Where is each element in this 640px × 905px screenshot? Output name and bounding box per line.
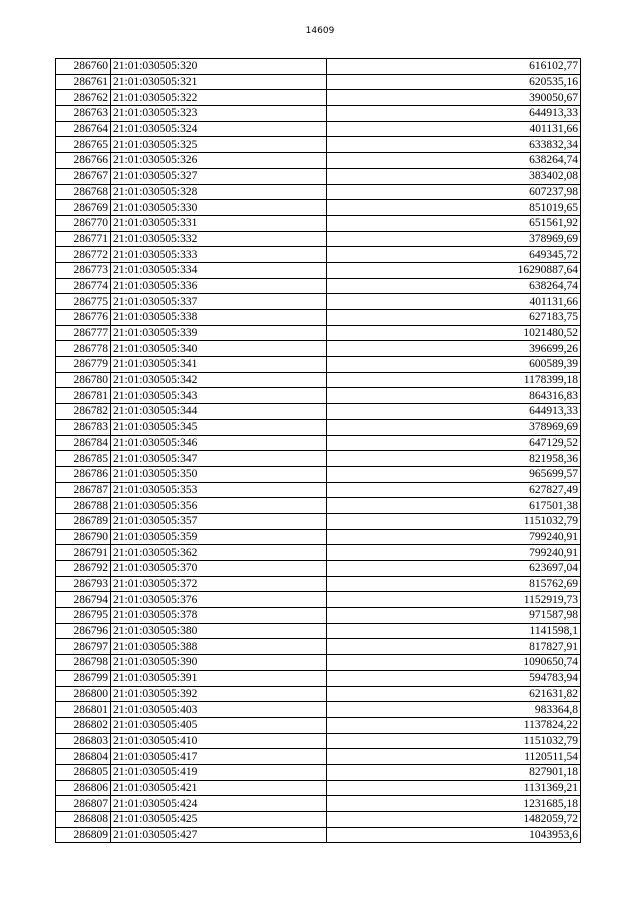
cadastral-number-cell: 21:01:030505:372 xyxy=(111,576,327,592)
cadastral-number-cell: 21:01:030505:425 xyxy=(111,812,327,828)
table-row xyxy=(56,168,581,184)
row-number-cell: 286774 xyxy=(56,278,111,294)
table-row xyxy=(56,325,581,341)
cadastral-number-cell: 21:01:030505:322 xyxy=(111,90,327,106)
cadastral-value-cell: 378969,69 xyxy=(327,419,581,435)
cadastral-value-cell: 1043953,6 xyxy=(327,827,581,843)
row-number-cell: 286802 xyxy=(56,717,111,733)
table-row xyxy=(56,74,581,90)
row-number-cell: 286805 xyxy=(56,764,111,780)
row-number-cell: 286781 xyxy=(56,388,111,404)
table-row xyxy=(56,121,581,137)
row-number-cell: 286771 xyxy=(56,231,111,247)
row-number-cell: 286783 xyxy=(56,419,111,435)
cadastral-value-cell: 627183,75 xyxy=(327,310,581,326)
cadastral-value-cell: 620535,16 xyxy=(327,74,581,90)
row-number-cell: 286793 xyxy=(56,576,111,592)
cadastral-value-cell: 644913,33 xyxy=(327,106,581,122)
cadastral-value-cell: 594783,94 xyxy=(327,670,581,686)
cadastral-value-cell: 401131,66 xyxy=(327,294,581,310)
cadastral-number-cell: 21:01:030505:342 xyxy=(111,372,327,388)
cadastral-value-cell: 971587,98 xyxy=(327,608,581,624)
table-row xyxy=(56,780,581,796)
table-row xyxy=(56,419,581,435)
row-number-cell: 286775 xyxy=(56,294,111,310)
cadastral-value-cell: 378969,69 xyxy=(327,231,581,247)
cadastral-number-cell: 21:01:030505:427 xyxy=(111,827,327,843)
table-body xyxy=(56,59,581,843)
table-row xyxy=(56,200,581,216)
cadastral-value-cell: 621631,82 xyxy=(327,686,581,702)
cadastral-number-cell: 21:01:030505:346 xyxy=(111,435,327,451)
table-row xyxy=(56,796,581,812)
cadastral-number-cell: 21:01:030505:417 xyxy=(111,749,327,765)
row-number-cell: 286786 xyxy=(56,466,111,482)
cadastral-number-cell: 21:01:030505:356 xyxy=(111,498,327,514)
table-row xyxy=(56,137,581,153)
table-row xyxy=(56,655,581,671)
row-number-cell: 286761 xyxy=(56,74,111,90)
cadastral-value-cell: 627827,49 xyxy=(327,482,581,498)
row-number-cell: 286767 xyxy=(56,168,111,184)
row-number-cell: 286772 xyxy=(56,247,111,263)
row-number-cell: 286791 xyxy=(56,545,111,561)
cadastral-value-cell: 1021480,52 xyxy=(327,325,581,341)
cadastral-value-cell: 817827,91 xyxy=(327,639,581,655)
cadastral-number-cell: 21:01:030505:405 xyxy=(111,717,327,733)
table-row xyxy=(56,278,581,294)
cadastral-number-cell: 21:01:030505:340 xyxy=(111,341,327,357)
table-row xyxy=(56,372,581,388)
cadastral-value-cell: 383402,08 xyxy=(327,168,581,184)
table-row xyxy=(56,686,581,702)
row-number-cell: 286787 xyxy=(56,482,111,498)
row-number-cell: 286779 xyxy=(56,357,111,373)
row-number-cell: 286804 xyxy=(56,749,111,765)
cadastral-value-cell: 638264,74 xyxy=(327,153,581,169)
cadastral-value-cell: 617501,38 xyxy=(327,498,581,514)
table-row xyxy=(56,812,581,828)
cadastral-number-cell: 21:01:030505:341 xyxy=(111,357,327,373)
table-row xyxy=(56,215,581,231)
cadastral-number-cell: 21:01:030505:345 xyxy=(111,419,327,435)
table-row xyxy=(56,545,581,561)
cadastral-number-cell: 21:01:030505:357 xyxy=(111,513,327,529)
table-row xyxy=(56,623,581,639)
table-row xyxy=(56,639,581,655)
cadastral-value-cell: 983364,8 xyxy=(327,702,581,718)
row-number-cell: 286765 xyxy=(56,137,111,153)
cadastral-number-cell: 21:01:030505:321 xyxy=(111,74,327,90)
cadastral-value-cell: 401131,66 xyxy=(327,121,581,137)
row-number-cell: 286776 xyxy=(56,310,111,326)
row-number-cell: 286769 xyxy=(56,200,111,216)
table-row xyxy=(56,827,581,843)
row-number-cell: 286760 xyxy=(56,59,111,75)
table-row xyxy=(56,404,581,420)
row-number-cell: 286795 xyxy=(56,608,111,624)
cadastral-number-cell: 21:01:030505:362 xyxy=(111,545,327,561)
cadastral-number-cell: 21:01:030505:332 xyxy=(111,231,327,247)
table-row xyxy=(56,310,581,326)
row-number-cell: 286778 xyxy=(56,341,111,357)
table-row xyxy=(56,498,581,514)
table-row xyxy=(56,592,581,608)
cadastral-value-cell: 633832,34 xyxy=(327,137,581,153)
table-row xyxy=(56,733,581,749)
row-number-cell: 286803 xyxy=(56,733,111,749)
cadastral-value-cell: 1231685,18 xyxy=(327,796,581,812)
table-row xyxy=(56,451,581,467)
cadastral-value-cell: 821958,36 xyxy=(327,451,581,467)
cadastral-number-cell: 21:01:030505:370 xyxy=(111,561,327,577)
table-row xyxy=(56,608,581,624)
cadastral-number-cell: 21:01:030505:328 xyxy=(111,184,327,200)
row-number-cell: 286790 xyxy=(56,529,111,545)
cadastral-value-cell: 600589,39 xyxy=(327,357,581,373)
cadastral-number-cell: 21:01:030505:424 xyxy=(111,796,327,812)
row-number-cell: 286794 xyxy=(56,592,111,608)
cadastral-value-cell: 1141598,1 xyxy=(327,623,581,639)
cadastral-number-cell: 21:01:030505:391 xyxy=(111,670,327,686)
cadastral-number-cell: 21:01:030505:323 xyxy=(111,106,327,122)
row-number-cell: 286806 xyxy=(56,780,111,796)
cadastral-value-cell: 16290887,64 xyxy=(327,262,581,278)
cadastral-number-cell: 21:01:030505:344 xyxy=(111,404,327,420)
cadastral-number-cell: 21:01:030505:333 xyxy=(111,247,327,263)
cadastral-value-cell: 1178399,18 xyxy=(327,372,581,388)
cadastral-value-cell: 1131369,21 xyxy=(327,780,581,796)
row-number-cell: 286763 xyxy=(56,106,111,122)
cadastral-number-cell: 21:01:030505:331 xyxy=(111,215,327,231)
cadastral-number-cell: 21:01:030505:326 xyxy=(111,153,327,169)
row-number-cell: 286801 xyxy=(56,702,111,718)
row-number-cell: 286808 xyxy=(56,812,111,828)
cadastral-value-cell: 1482059,72 xyxy=(327,812,581,828)
row-number-cell: 286762 xyxy=(56,90,111,106)
cadastral-number-cell: 21:01:030505:421 xyxy=(111,780,327,796)
cadastral-value-cell: 815762,69 xyxy=(327,576,581,592)
table-row xyxy=(56,59,581,75)
cadastral-number-cell: 21:01:030505:392 xyxy=(111,686,327,702)
table-row xyxy=(56,513,581,529)
cadastral-value-cell: 1151032,79 xyxy=(327,733,581,749)
cadastral-number-cell: 21:01:030505:376 xyxy=(111,592,327,608)
table-row xyxy=(56,764,581,780)
table-row xyxy=(56,231,581,247)
table-row xyxy=(56,388,581,404)
cadastral-value-cell: 1090650,74 xyxy=(327,655,581,671)
cadastral-value-cell: 1151032,79 xyxy=(327,513,581,529)
table-row xyxy=(56,576,581,592)
cadastral-number-cell: 21:01:030505:337 xyxy=(111,294,327,310)
table-row xyxy=(56,262,581,278)
row-number-cell: 286798 xyxy=(56,655,111,671)
row-number-cell: 286777 xyxy=(56,325,111,341)
cadastral-number-cell: 21:01:030505:380 xyxy=(111,623,327,639)
cadastral-value-cell: 390050,67 xyxy=(327,90,581,106)
table-row xyxy=(56,106,581,122)
row-number-cell: 286784 xyxy=(56,435,111,451)
page-number: 14609 xyxy=(305,26,335,36)
table-row xyxy=(56,357,581,373)
cadastral-number-cell: 21:01:030505:327 xyxy=(111,168,327,184)
cadastral-number-cell: 21:01:030505:343 xyxy=(111,388,327,404)
row-number-cell: 286768 xyxy=(56,184,111,200)
table-row xyxy=(56,702,581,718)
row-number-cell: 286780 xyxy=(56,372,111,388)
row-number-cell: 286800 xyxy=(56,686,111,702)
table-row xyxy=(56,561,581,577)
row-number-cell: 286799 xyxy=(56,670,111,686)
cadastral-value-cell: 647129,52 xyxy=(327,435,581,451)
cadastral-number-cell: 21:01:030505:378 xyxy=(111,608,327,624)
cadastral-value-cell: 799240,91 xyxy=(327,545,581,561)
cadastral-value-cell: 1120511,54 xyxy=(327,749,581,765)
cadastral-number-cell: 21:01:030505:388 xyxy=(111,639,327,655)
cadastral-value-cell: 607237,98 xyxy=(327,184,581,200)
cadastral-number-cell: 21:01:030505:330 xyxy=(111,200,327,216)
table-row xyxy=(56,184,581,200)
cadastral-number-cell: 21:01:030505:324 xyxy=(111,121,327,137)
cadastral-number-cell: 21:01:030505:419 xyxy=(111,764,327,780)
row-number-cell: 286764 xyxy=(56,121,111,137)
cadastral-value-cell: 623697,04 xyxy=(327,561,581,577)
table-row xyxy=(56,247,581,263)
cadastral-number-cell: 21:01:030505:336 xyxy=(111,278,327,294)
table-row xyxy=(56,670,581,686)
cadastral-value-cell: 616102,77 xyxy=(327,59,581,75)
row-number-cell: 286766 xyxy=(56,153,111,169)
row-number-cell: 286797 xyxy=(56,639,111,655)
row-number-cell: 286807 xyxy=(56,796,111,812)
cadastral-number-cell: 21:01:030505:403 xyxy=(111,702,327,718)
row-number-cell: 286789 xyxy=(56,513,111,529)
table-row xyxy=(56,717,581,733)
cadastral-value-cell: 799240,91 xyxy=(327,529,581,545)
cadastral-value-cell: 1152919,73 xyxy=(327,592,581,608)
cadastral-value-cell: 965699,57 xyxy=(327,466,581,482)
table-row xyxy=(56,466,581,482)
cadastral-number-cell: 21:01:030505:410 xyxy=(111,733,327,749)
row-number-cell: 286809 xyxy=(56,827,111,843)
cadastral-number-cell: 21:01:030505:334 xyxy=(111,262,327,278)
cadastral-value-cell: 851019,65 xyxy=(327,200,581,216)
cadastral-number-cell: 21:01:030505:353 xyxy=(111,482,327,498)
cadastral-value-table xyxy=(55,58,581,843)
cadastral-number-cell: 21:01:030505:347 xyxy=(111,451,327,467)
table-row xyxy=(56,294,581,310)
table-row xyxy=(56,529,581,545)
table-row xyxy=(56,341,581,357)
row-number-cell: 286773 xyxy=(56,262,111,278)
cadastral-number-cell: 21:01:030505:338 xyxy=(111,310,327,326)
cadastral-number-cell: 21:01:030505:320 xyxy=(111,59,327,75)
cadastral-number-cell: 21:01:030505:390 xyxy=(111,655,327,671)
cadastral-number-cell: 21:01:030505:339 xyxy=(111,325,327,341)
cadastral-value-cell: 864316,83 xyxy=(327,388,581,404)
cadastral-value-cell: 644913,33 xyxy=(327,404,581,420)
row-number-cell: 286792 xyxy=(56,561,111,577)
cadastral-number-cell: 21:01:030505:359 xyxy=(111,529,327,545)
cadastral-value-cell: 396699,26 xyxy=(327,341,581,357)
row-number-cell: 286782 xyxy=(56,404,111,420)
table-row xyxy=(56,749,581,765)
row-number-cell: 286796 xyxy=(56,623,111,639)
cadastral-value-cell: 649345,72 xyxy=(327,247,581,263)
cadastral-value-cell: 827901,18 xyxy=(327,764,581,780)
cadastral-value-cell: 651561,92 xyxy=(327,215,581,231)
table-row xyxy=(56,482,581,498)
row-number-cell: 286770 xyxy=(56,215,111,231)
table-row xyxy=(56,153,581,169)
cadastral-number-cell: 21:01:030505:350 xyxy=(111,466,327,482)
row-number-cell: 286785 xyxy=(56,451,111,467)
row-number-cell: 286788 xyxy=(56,498,111,514)
table-row xyxy=(56,435,581,451)
cadastral-value-cell: 1137824,22 xyxy=(327,717,581,733)
cadastral-value-cell: 638264,74 xyxy=(327,278,581,294)
table-row xyxy=(56,90,581,106)
cadastral-number-cell: 21:01:030505:325 xyxy=(111,137,327,153)
